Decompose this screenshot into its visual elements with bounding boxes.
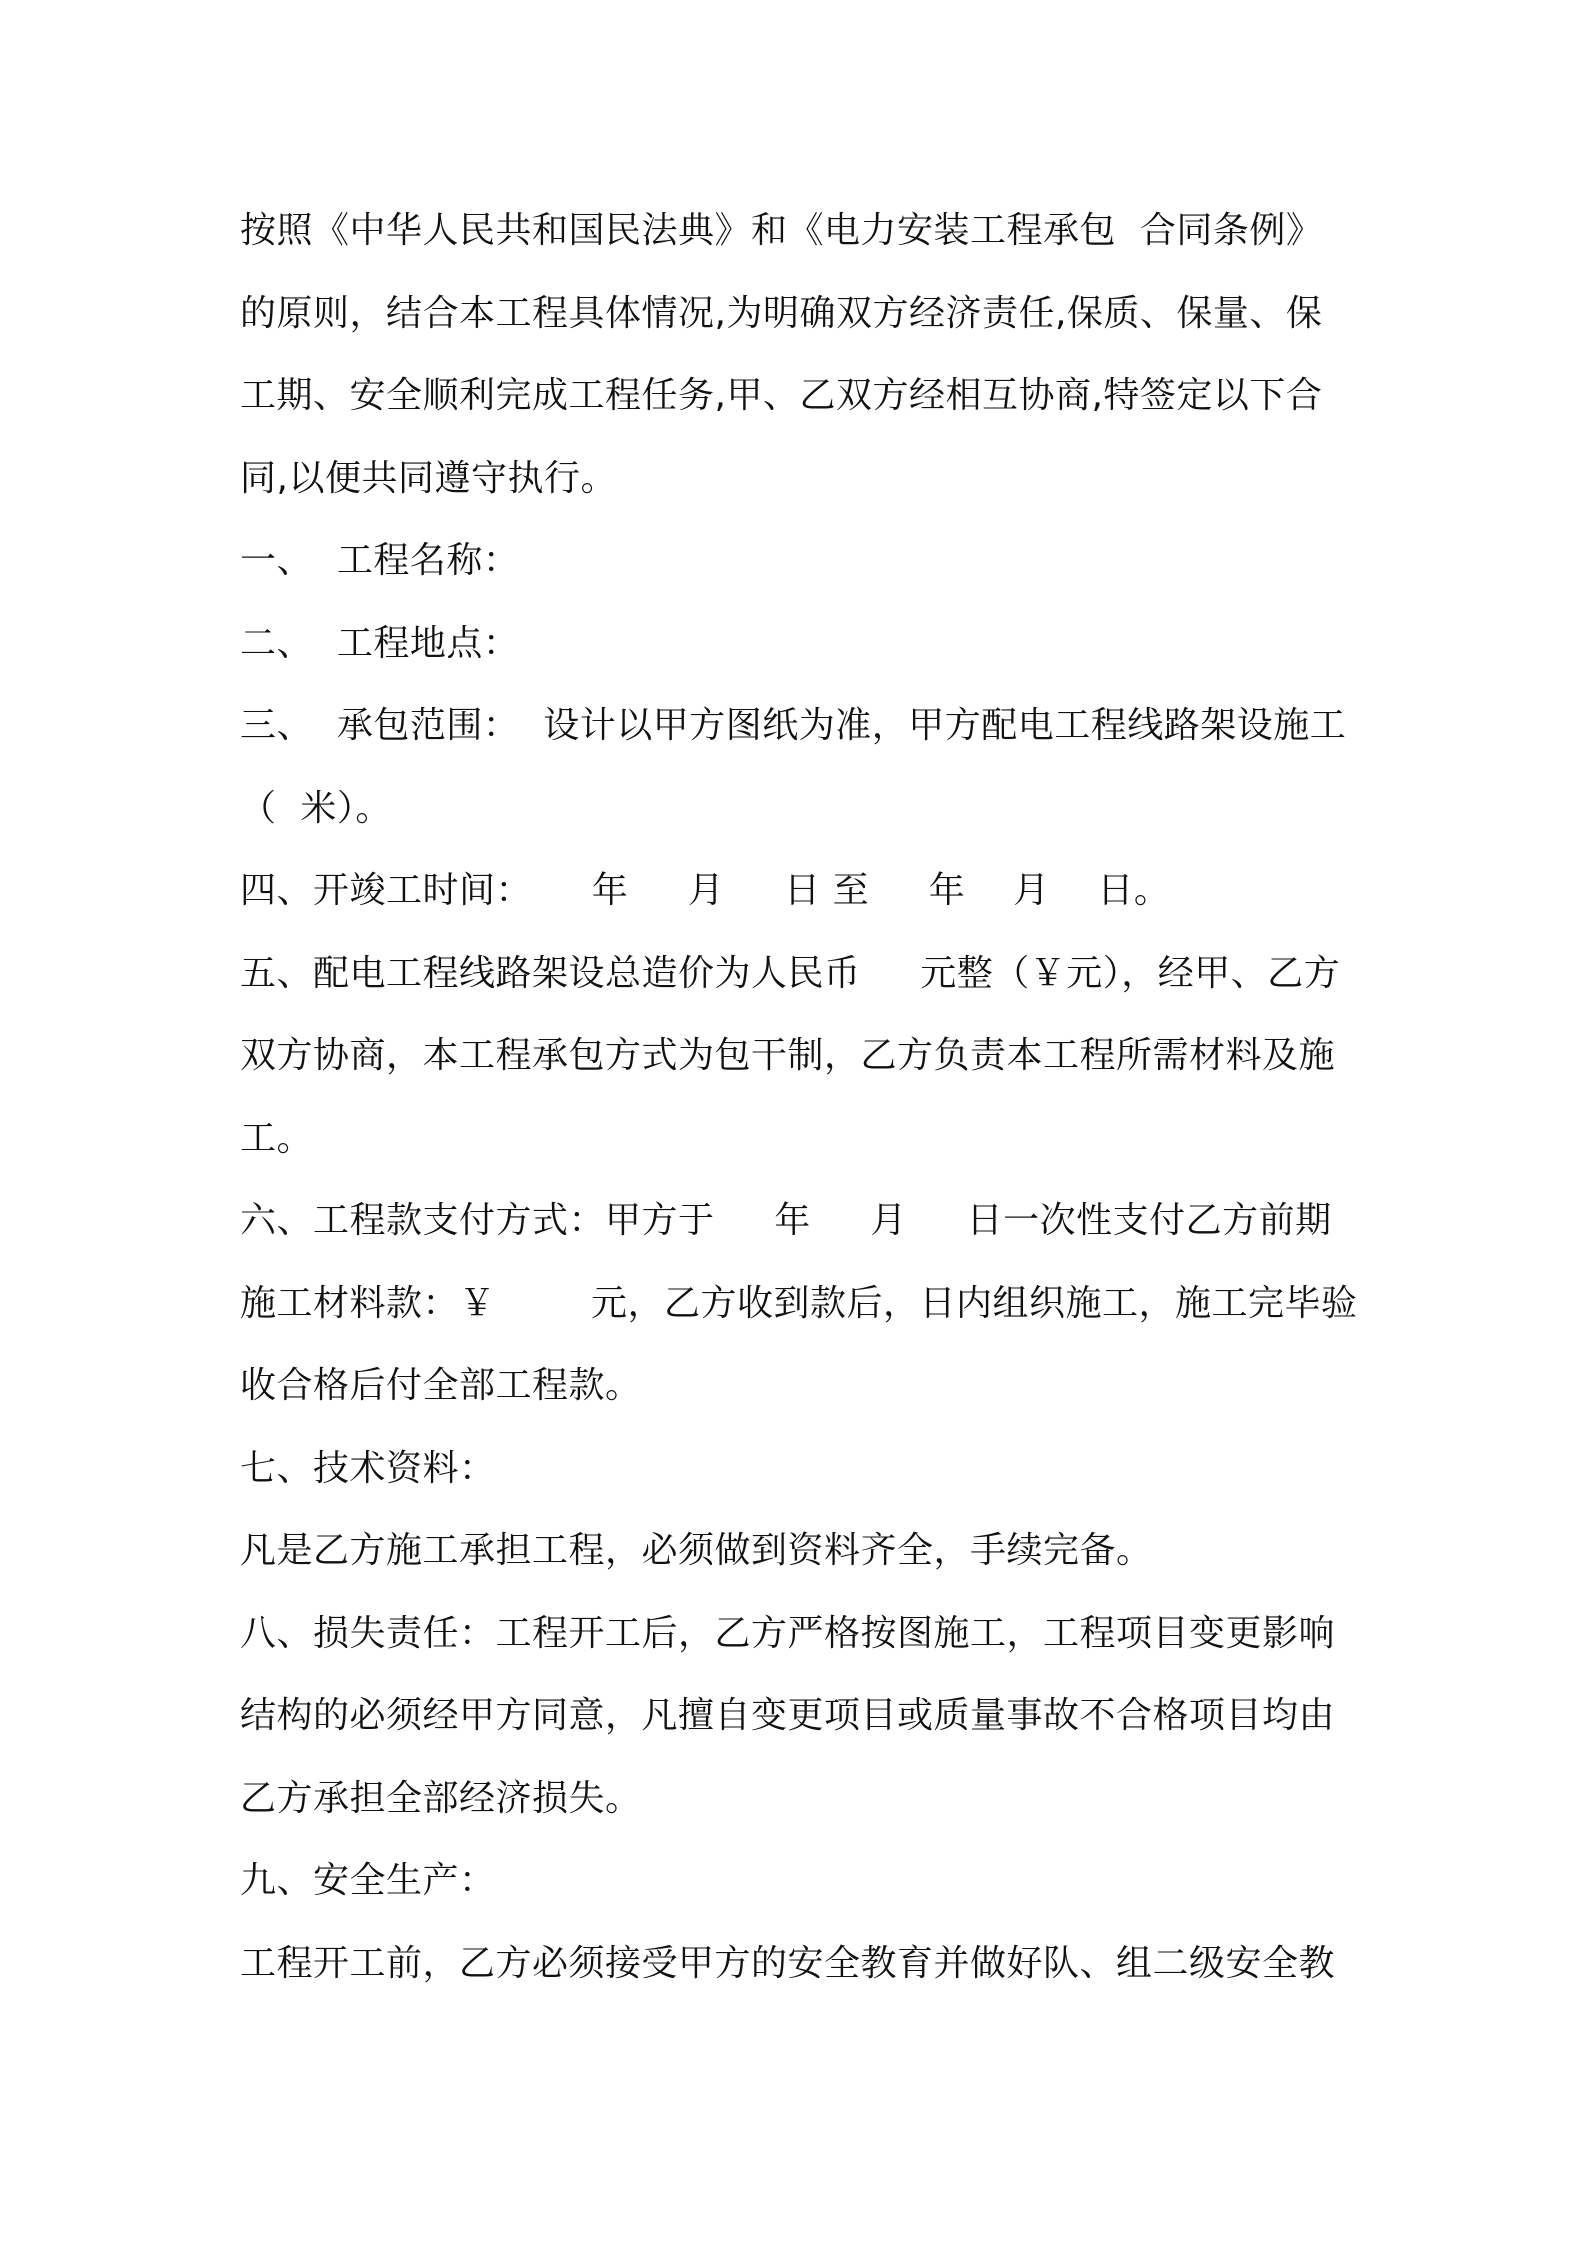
text-line: 结构的必须经甲方同意，凡擅自变更项目或质量事故不合格项目均由 xyxy=(240,1695,1336,1736)
section-heading: 一、 工程名称： xyxy=(240,540,520,581)
text-line: 的原则，结合本工程具体情况,为明确双方经济责任,保质、保量、保 xyxy=(240,292,1323,334)
text-line: 乙方承担全部经济损失。 xyxy=(240,1777,642,1819)
text-line: 双方协商，本工程承包方式为包干制，乙方负责本工程所需材料及施 xyxy=(240,1035,1336,1076)
text-line: （ 米）。 xyxy=(240,787,392,829)
text-line: 施工材料款：￥ 元，乙方收到款后，日内组织施工，施工完毕验 xyxy=(240,1282,1358,1324)
section-heading: 六、工程款支付方式：甲方于 年 月 日一次性支付乙方前期 xyxy=(240,1200,1332,1241)
text-line: 按照《中华人民共和国民法典》和《电力安装工程承包 合同条例》 xyxy=(240,210,1323,251)
section-heading: 三、 承包范围： 设计以甲方图纸为准，甲方配电工程线路架设施工 xyxy=(240,705,1347,746)
contract-page xyxy=(240,190,1360,2005)
text-line: 工程开工前，乙方必须接受甲方的安全教育并做好队、组二级安全教 xyxy=(240,1942,1336,1984)
section-heading: 四、开竣工时间： 年 月 日 至 年 月 日。 xyxy=(240,870,1171,911)
text-line: 凡是乙方施工承担工程，必须做到资料齐全，手续完备。 xyxy=(240,1530,1153,1571)
section-heading: 九、安全生产： xyxy=(240,1860,496,1901)
text-line: 同,以便共同遵守执行。 xyxy=(240,457,617,499)
text-line: 收合格后付全部工程款。 xyxy=(240,1365,642,1406)
section-heading: 二、 工程地点： xyxy=(240,622,520,664)
section-heading: 五、配电工程线路架设总造价为人民币 元整（￥元），经甲、乙方 xyxy=(240,952,1341,994)
text-line: 工期、安全顺利完成工程任务,甲、乙双方经相互协商,特签定以下合 xyxy=(240,375,1323,416)
text-line: 工。 xyxy=(240,1117,314,1159)
section-heading: 八、损失责任：工程开工后，乙方严格按图施工，工程项目变更影响 xyxy=(240,1612,1336,1654)
section-heading: 七、技术资料： xyxy=(240,1447,496,1489)
